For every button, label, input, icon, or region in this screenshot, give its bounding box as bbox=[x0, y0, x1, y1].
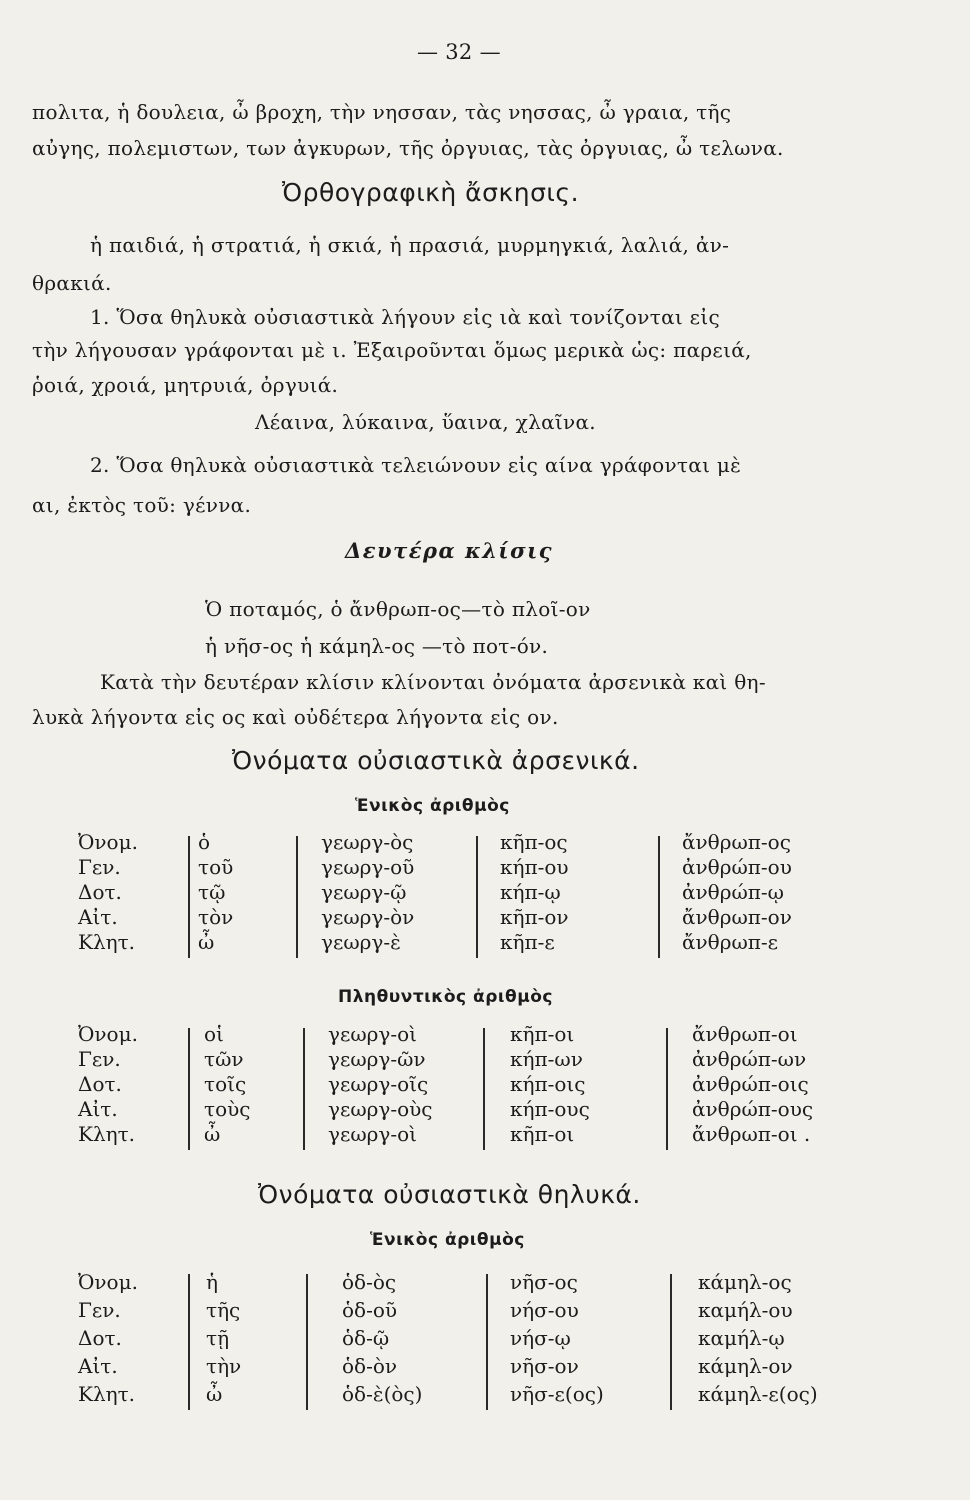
article-form: ὁ bbox=[198, 830, 211, 854]
noun-form: ἄνθρωπ-ον bbox=[682, 905, 792, 929]
text-line: πολιτα, ἡ δουλεια, ὦ βροχη, τὴν νησσαν, τὰς νησσας, ὦ γραια, τῆς bbox=[32, 100, 732, 124]
text-line: ἡ νῆσ-ος ἡ κάμηλ-ος —τὸ ποτ-όν. bbox=[205, 634, 549, 658]
article-form: τῇ bbox=[206, 1326, 230, 1350]
noun-form: κήπ-ων bbox=[510, 1047, 583, 1071]
column-divider bbox=[476, 836, 478, 958]
noun-form: νῆσ-ος bbox=[510, 1270, 578, 1294]
article-form: τῆς bbox=[206, 1298, 241, 1322]
declension-table-fem-singular bbox=[78, 1268, 918, 1413]
noun-form: ἀνθρώπ-ῳ bbox=[682, 880, 784, 904]
subheading-singular-feminine: Ἑνικὸς ἀριθμὸς bbox=[370, 1230, 525, 1250]
noun-form: γεωργ-οῖς bbox=[328, 1072, 429, 1096]
case-label: Κλητ. bbox=[78, 1122, 136, 1146]
noun-column-odos bbox=[342, 1268, 422, 1408]
column-divider bbox=[188, 1028, 190, 1150]
noun-form: κῆπ-οι bbox=[510, 1122, 575, 1146]
article-column bbox=[204, 1022, 250, 1147]
text-line: θρακιά. bbox=[32, 271, 112, 295]
noun-form: ὁδ-ῷ bbox=[342, 1326, 390, 1350]
case-label: Αἰτ. bbox=[78, 1354, 118, 1378]
text-line: 2. Ὅσα θηλυκὰ οὐσιαστικὰ τελειώνουν εἰς αίνα γράφονται μὲ bbox=[90, 453, 742, 477]
article-column bbox=[198, 830, 233, 955]
section-heading-orthography: Ὀρθογραφικὴ ἄσκησις. bbox=[282, 178, 580, 207]
page-number: — 32 — bbox=[417, 40, 501, 64]
noun-column-georgos bbox=[321, 830, 414, 955]
noun-form: γεωργ-ῶν bbox=[328, 1047, 426, 1071]
noun-form: ἄνθρωπ-ος bbox=[682, 830, 791, 854]
case-column bbox=[78, 830, 138, 955]
case-column bbox=[78, 1268, 138, 1408]
column-divider bbox=[658, 836, 660, 958]
noun-form: νήσ-ου bbox=[510, 1298, 579, 1322]
section-heading-feminine: Ὀνόματα οὐσιαστικὰ θηλυκά. bbox=[258, 1180, 641, 1209]
article-column bbox=[206, 1268, 241, 1408]
noun-form: νῆσ-ε(ος) bbox=[510, 1382, 604, 1406]
case-label: Κλητ. bbox=[78, 930, 136, 954]
declension-table-masc-singular bbox=[78, 830, 918, 960]
noun-form: γεωργ-οὶ bbox=[328, 1122, 417, 1146]
case-label: Δοτ. bbox=[78, 1072, 122, 1096]
column-divider bbox=[188, 836, 190, 958]
noun-form: κάμηλ-ος bbox=[698, 1270, 792, 1294]
noun-form: καμήλ-ου bbox=[698, 1298, 793, 1322]
noun-form: κάμηλ-ον bbox=[698, 1354, 793, 1378]
article-form: ὦ bbox=[204, 1122, 221, 1146]
column-divider bbox=[486, 1274, 488, 1410]
section-heading-second-declension: Δευτέρα κλίσις bbox=[345, 538, 554, 563]
noun-column-georgos bbox=[328, 1022, 433, 1147]
noun-form: κήπ-ου bbox=[500, 855, 569, 879]
case-label: Ὀνομ. bbox=[78, 1270, 138, 1294]
noun-form: γεωργ-οῦ bbox=[321, 855, 415, 879]
column-divider bbox=[188, 1274, 190, 1410]
subheading-plural: Πληθυντικὸς ἀριθμὸς bbox=[338, 987, 553, 1007]
article-form: τοὺς bbox=[204, 1097, 251, 1121]
column-divider bbox=[666, 1028, 668, 1150]
article-form: τῶν bbox=[204, 1047, 244, 1071]
noun-form: ὁδ-οῦ bbox=[342, 1298, 398, 1322]
case-label: Γεν. bbox=[78, 1047, 121, 1071]
noun-form: κῆπ-ος bbox=[500, 830, 568, 854]
noun-form: ἀνθρώπ-ους bbox=[692, 1097, 814, 1121]
noun-form: καμήλ-ῳ bbox=[698, 1326, 785, 1350]
noun-column-kipos bbox=[500, 830, 569, 955]
noun-form: γεωργ-οὺς bbox=[328, 1097, 433, 1121]
case-label: Δοτ. bbox=[78, 1326, 122, 1350]
article-form: τοῖς bbox=[204, 1072, 247, 1096]
article-form: ἡ bbox=[206, 1270, 218, 1294]
noun-column-nisos bbox=[510, 1268, 604, 1408]
noun-column-kamilos bbox=[698, 1268, 818, 1408]
case-column bbox=[78, 1022, 138, 1147]
case-label: Ὀνομ. bbox=[78, 1022, 138, 1046]
article-form: τὸν bbox=[198, 905, 234, 929]
text-line: Ὁ ποταμός, ὁ ἄνθρωπ-ος—τὸ πλοῖ-ον bbox=[205, 597, 591, 621]
noun-form: νῆσ-ον bbox=[510, 1354, 579, 1378]
case-label: Ὀνομ. bbox=[78, 830, 138, 854]
column-divider bbox=[306, 1274, 308, 1410]
case-label: Γεν. bbox=[78, 1298, 121, 1322]
noun-form: ἄνθρωπ-οι . bbox=[692, 1122, 811, 1146]
article-form: τὴν bbox=[206, 1354, 242, 1378]
text-line: Κατὰ τὴν δευτέραν κλίσιν κλίνονται ὀνόματα ἀρσενικὰ καὶ θη- bbox=[100, 670, 766, 694]
article-form: οἱ bbox=[204, 1022, 224, 1046]
case-label: Αἰτ. bbox=[78, 905, 118, 929]
noun-form: κήπ-ους bbox=[510, 1097, 590, 1121]
text-line: ῥοιά, χροιά, μητρυιά, ὀργυιά. bbox=[32, 373, 339, 397]
noun-form: γεωργ-οὶ bbox=[328, 1022, 417, 1046]
article-form: τοῦ bbox=[198, 855, 234, 879]
noun-form: ἀνθρώπ-οις bbox=[692, 1072, 809, 1096]
noun-form: κῆπ-ε bbox=[500, 930, 555, 954]
noun-column-anthropos bbox=[692, 1022, 813, 1147]
case-label: Γεν. bbox=[78, 855, 121, 879]
section-heading-masculine: Ὀνόματα οὐσιαστικὰ ἀρσενικά. bbox=[232, 746, 640, 775]
noun-form: ὁδ-ὲ(ὸς) bbox=[342, 1382, 423, 1406]
column-divider bbox=[296, 836, 298, 958]
noun-form: ἄνθρωπ-οι bbox=[692, 1022, 798, 1046]
noun-form: νήσ-ῳ bbox=[510, 1326, 571, 1350]
case-label: Κλητ. bbox=[78, 1382, 136, 1406]
text-line: αὐγης, πολεμιστων, των ἀγκυρων, τῆς ὀργυιας, τὰς ὀργυιας, ὦ τελωνα. bbox=[32, 136, 784, 160]
text-line: 1. Ὅσα θηλυκὰ οὐσιαστικὰ λήγουν εἰς ιὰ καὶ τονίζονται εἰς bbox=[90, 305, 720, 329]
noun-column-kipos bbox=[510, 1022, 590, 1147]
noun-form: κήπ-ῳ bbox=[500, 880, 561, 904]
noun-form: κήπ-οις bbox=[510, 1072, 586, 1096]
article-form: ὦ bbox=[206, 1382, 223, 1406]
subheading-singular: Ἑνικὸς ἀριθμὸς bbox=[355, 796, 510, 816]
noun-form: ὁδ-ὸς bbox=[342, 1270, 397, 1294]
column-divider bbox=[303, 1028, 305, 1150]
noun-form: ἀνθρώπ-ου bbox=[682, 855, 792, 879]
noun-column-anthropos bbox=[682, 830, 792, 955]
text-line: ἡ παιδιά, ἡ στρατιά, ἡ σκιά, ἡ πρασιά, μυρμηγκιά, λαλιά, ἀν- bbox=[90, 233, 730, 257]
declension-table-masc-plural bbox=[78, 1022, 918, 1152]
noun-form: γεωργ-ὲ bbox=[321, 930, 401, 954]
article-form: ὦ bbox=[198, 930, 215, 954]
column-divider bbox=[670, 1274, 672, 1410]
noun-form: κῆπ-οι bbox=[510, 1022, 575, 1046]
noun-form: κάμηλ-ε(ος) bbox=[698, 1382, 818, 1406]
text-line: λυκὰ λήγοντα εἰς ος καὶ οὐδέτερα λήγοντα εἰς ον. bbox=[32, 705, 559, 729]
noun-form: ἄνθρωπ-ε bbox=[682, 930, 779, 954]
column-divider bbox=[483, 1028, 485, 1150]
text-line: αι, ἐκτὸς τοῦ: γέννα. bbox=[32, 493, 252, 517]
text-line: τὴν λήγουσαν γράφονται μὲ ι. Ἐξαιροῦνται ὅμως μερικὰ ὡς: παρειά, bbox=[32, 338, 752, 362]
case-label: Αἰτ. bbox=[78, 1097, 118, 1121]
noun-form: γεωργ-ὸν bbox=[321, 905, 415, 929]
noun-form: ὁδ-ὸν bbox=[342, 1354, 398, 1378]
text-line: Λέαινα, λύκαινα, ὕαινα, χλαῖνα. bbox=[255, 410, 596, 434]
noun-form: γεωργ-ῷ bbox=[321, 880, 407, 904]
case-label: Δοτ. bbox=[78, 880, 122, 904]
article-form: τῷ bbox=[198, 880, 226, 904]
noun-form: γεωργ-ὸς bbox=[321, 830, 414, 854]
noun-form: κῆπ-ον bbox=[500, 905, 569, 929]
noun-form: ἀνθρώπ-ων bbox=[692, 1047, 807, 1071]
